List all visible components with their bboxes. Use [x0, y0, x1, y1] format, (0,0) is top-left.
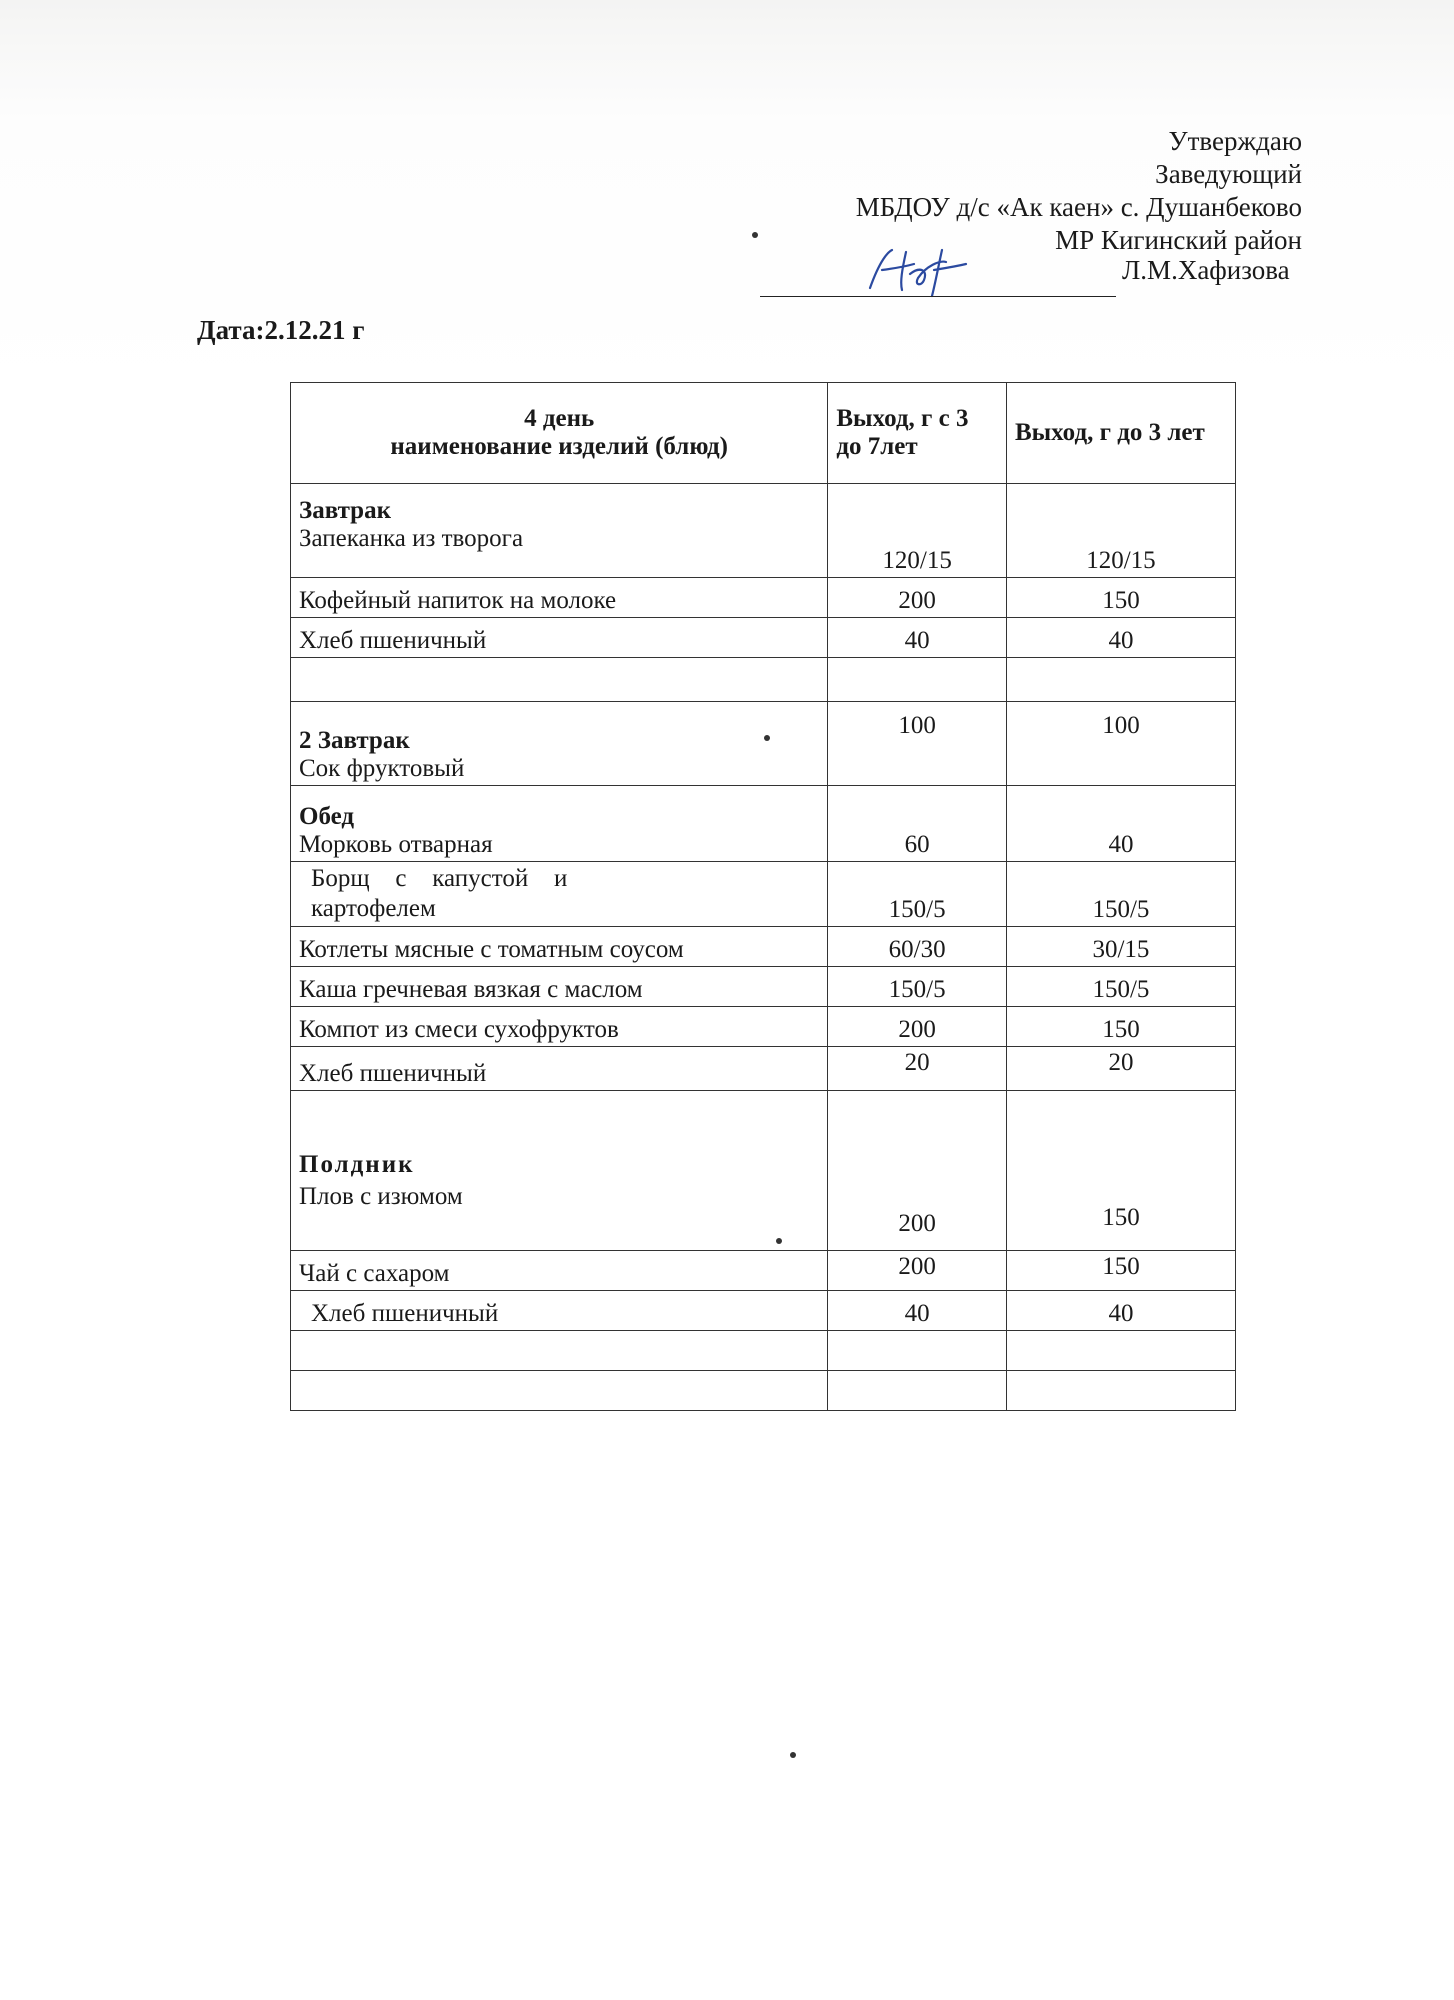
yield-under-3: 40 — [1006, 786, 1235, 862]
yield-3-7: 60/30 — [828, 927, 1007, 967]
table-row — [291, 1291, 1236, 1331]
dish-name: Хлеб пшеничный — [291, 618, 828, 658]
yield-under-3: 150 — [1006, 1007, 1235, 1047]
yield-under-3: 150/5 — [1006, 862, 1235, 927]
yield-3-7 — [828, 658, 1007, 702]
yield-3-7: 60 — [828, 786, 1007, 862]
table-row — [291, 1251, 1236, 1291]
dish-cell — [291, 1091, 828, 1251]
header-dish-name — [291, 383, 828, 484]
dish-name: Морковь отварная — [299, 831, 493, 858]
yield-3-7: 150/5 — [828, 862, 1007, 927]
scan-speck — [764, 735, 770, 741]
signature-line — [760, 296, 1116, 297]
yield-3-7: 200 — [828, 1091, 1007, 1251]
table-row — [291, 1047, 1236, 1091]
table-row-empty — [291, 1331, 1236, 1371]
dish-name: Сок фруктовый — [299, 755, 465, 782]
table-row — [291, 967, 1236, 1007]
dish-name: Кофейный напиток на молоке — [291, 578, 828, 618]
scan-speck — [752, 232, 758, 238]
dish-name: Плов с изюмом — [299, 1183, 463, 1210]
yield-3-7: 20 — [828, 1047, 1007, 1091]
yield-under-3: 30/15 — [1006, 927, 1235, 967]
dish-name: Котлеты мясные с томатным соусом — [291, 927, 828, 967]
approval-title: Утверждаю — [1168, 126, 1302, 156]
table-row — [291, 1091, 1236, 1251]
table-row — [291, 484, 1236, 578]
dish-name — [291, 1371, 828, 1411]
yield-3-7: 150/5 — [828, 967, 1007, 1007]
yield-3-7 — [828, 1331, 1007, 1371]
yield-under-3 — [1006, 1371, 1235, 1411]
approval-position: Заведующий — [1155, 159, 1302, 189]
yield-3-7: 40 — [828, 1291, 1007, 1331]
approval-institution: МБДОУ д/с «Ак каен» с. Душанбеково — [855, 192, 1302, 222]
dish-name: Хлеб пшеничный — [291, 1291, 828, 1331]
header-yield-under-3: Выход, г до 3 лет — [1006, 383, 1235, 484]
dish-name: Чай с сахаром — [291, 1251, 828, 1291]
meal-title: Обед — [299, 803, 355, 830]
header-name: наименование изделий (блюд) — [390, 433, 728, 460]
yield-3-7: 200 — [828, 1251, 1007, 1291]
yield-3-7: 40 — [828, 618, 1007, 658]
signatory-name: Л.М.Хафизова — [1122, 255, 1290, 285]
table-row — [291, 618, 1236, 658]
handwritten-signature — [862, 240, 972, 300]
dish-name: Хлеб пшеничный — [291, 1047, 828, 1091]
header-day: 4 день — [524, 405, 595, 432]
scan-speck — [776, 1238, 782, 1244]
yield-under-3: 150 — [1006, 1251, 1235, 1291]
yield-under-3 — [1006, 1331, 1235, 1371]
table-header-row — [291, 383, 1236, 484]
table-row-empty — [291, 658, 1236, 702]
document-date: Дата:2.12.21 г — [197, 315, 365, 345]
yield-3-7 — [828, 1371, 1007, 1411]
dish-name: Запеканка из творога — [299, 525, 524, 552]
dish-name — [291, 658, 828, 702]
meal-title: Полдник — [299, 1151, 415, 1178]
yield-under-3: 120/15 — [1006, 484, 1235, 578]
table-row — [291, 927, 1236, 967]
dish-name: Борщ с капустой и картофелем — [291, 862, 828, 927]
meal-title: 2 Завтрак — [299, 727, 410, 754]
table-row — [291, 786, 1236, 862]
table-row — [291, 702, 1236, 786]
yield-3-7: 200 — [828, 578, 1007, 618]
dish-cell — [291, 484, 828, 578]
yield-under-3: 150/5 — [1006, 967, 1235, 1007]
table-row-empty — [291, 1371, 1236, 1411]
yield-3-7: 120/15 — [828, 484, 1007, 578]
yield-under-3: 40 — [1006, 618, 1235, 658]
dish-name: Компот из смеси сухофруктов — [291, 1007, 828, 1047]
table-row — [291, 1007, 1236, 1047]
yield-under-3: 150 — [1006, 578, 1235, 618]
yield-under-3: 20 — [1006, 1047, 1235, 1091]
yield-3-7: 100 — [828, 702, 1007, 786]
yield-3-7: 200 — [828, 1007, 1007, 1047]
table-row — [291, 862, 1236, 927]
dish-cell — [291, 786, 828, 862]
approval-block — [856, 125, 1302, 257]
yield-under-3: 100 — [1006, 702, 1235, 786]
yield-under-3 — [1006, 658, 1235, 702]
meal-title: Завтрак — [299, 497, 391, 524]
scan-speck — [790, 1752, 796, 1758]
dish-cell — [291, 702, 828, 786]
dish-name — [291, 1331, 828, 1371]
yield-under-3: 150 — [1006, 1091, 1235, 1251]
header-yield-3-7: Выход, г с 3 до 7лет — [828, 383, 1007, 484]
approval-district: МР Кигинский район — [1055, 225, 1302, 255]
menu-table — [290, 382, 1236, 1411]
dish-name: Каша гречневая вязкая с маслом — [291, 967, 828, 1007]
yield-under-3: 40 — [1006, 1291, 1235, 1331]
table-row — [291, 578, 1236, 618]
